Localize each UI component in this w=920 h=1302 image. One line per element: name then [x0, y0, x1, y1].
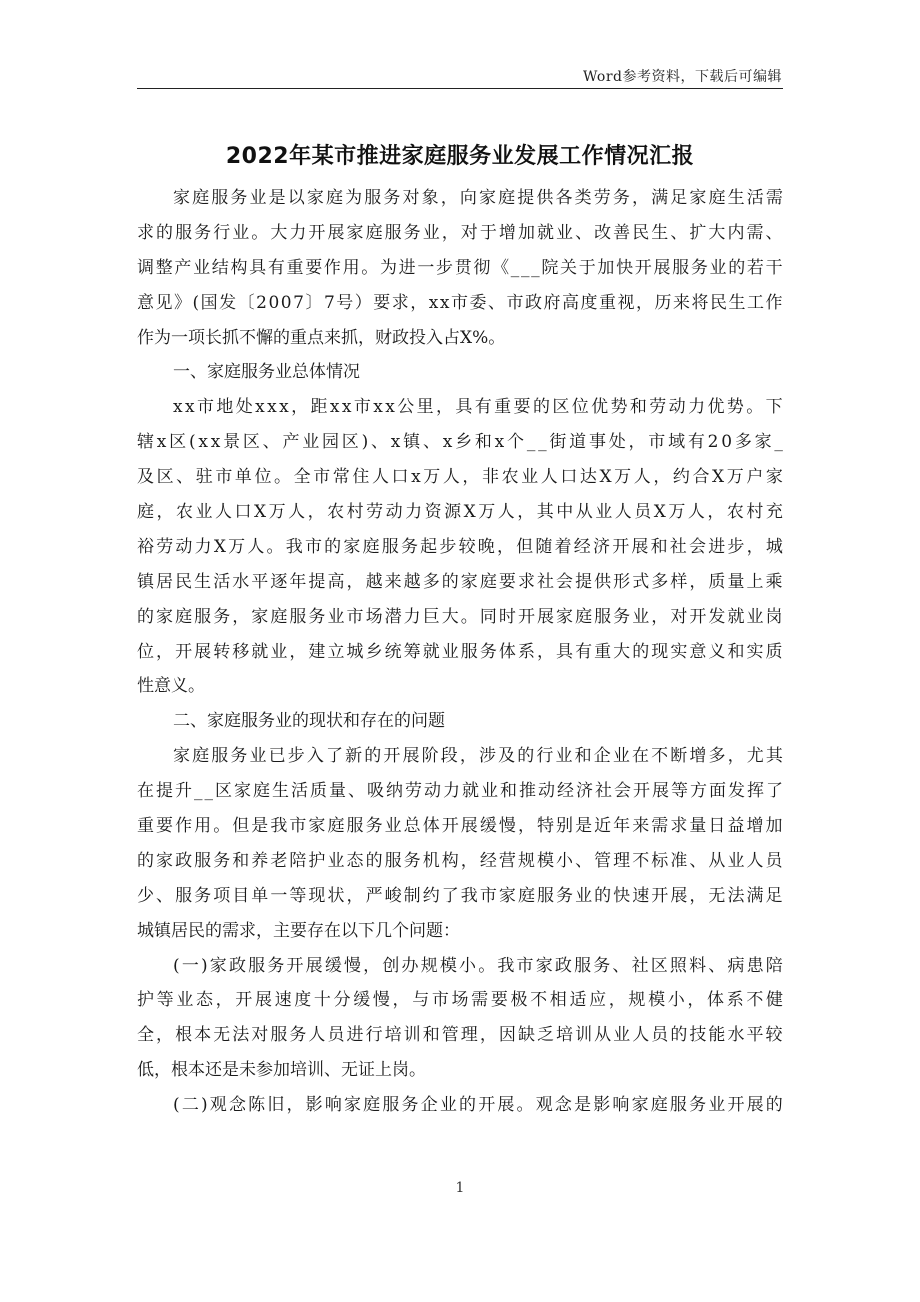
- paragraph-line: 及 区 、 驻 市 单 位 。 全 市 常 住 人 口 x 万 人 ， 非 农 业 人 口 达 X 万 人 ， 约 合 X 万 户 家: [137, 467, 783, 488]
- paragraph-line: 家 庭 服 务 业 是 以 家 庭 为 服 务 对 象 ， 向 家 庭 提 供 各 类 劳 务 ， 满 足 家 庭 生 活 需: [173, 188, 783, 208]
- paragraph-line: 重 要 作 用 。 但 是 我 市 家 庭 服 务 业 总 体 开 展 缓 慢 ， 特 别 是 近 年 来 需 求 量 日 益 增 加: [137, 816, 783, 837]
- document-title: 2022年某市推进家庭服务业发展工作情况汇报: [225, 144, 695, 169]
- paragraph-line: 裕 劳 动 力 X 万 人 。 我 市 的 家 庭 服 务 起 步 较 晚 ， 但 随 着 经 济 开 展 和 社 会 进 步 ， 城: [137, 536, 783, 557]
- paragraph-line: 求 的 服 务 行 业 。 大 力 开 展 家 庭 服 务 业 ， 对 于 增 加 就 业 、 改 善 民 生 、 扩 大 内 需 、: [137, 222, 783, 243]
- header-note: Word参考资料，下载后可编辑: [582, 69, 782, 85]
- paragraph-line: 的 家 政 服 务 和 养 老 陪 护 业 态 的 服 务 机 构 ， 经 营 规 模 小 、 管 理 不 标 准 、 从 业 人 员: [137, 850, 783, 871]
- paragraph-line: 意 见 》 ( 国 发 〔 2 0 0 7 〕 7 号 ） 要 求 ， x x 市 委 、 市 政 府 高 度 重 视 ， 历 来 将 民 生 工 作: [137, 292, 783, 313]
- section-heading: 一 、 家 庭 服 务 业 总 体 情 况: [173, 362, 360, 383]
- paragraph-line: 镇 居 民 生 活 水 平 逐 年 提 高 ， 越 来 越 多 的 家 庭 要 求 社 会 提 供 形 式 多 样 ， 质 量 上 乘: [137, 571, 783, 592]
- section-heading: 二 、 家 庭 服 务 业 的 现 状 和 存 在 的 问 题: [173, 711, 445, 732]
- paragraph-line: 庭 ， 农 业 人 口 X 万 人 ， 农 村 劳 动 力 资 源 X 万 人 ， 其 中 从 业 人 员 X 万 人 ， 农 村 充: [137, 502, 783, 523]
- paragraph-line: 性 意 义 。: [137, 676, 205, 697]
- paragraph-line: 全 ， 根 本 无 法 对 服 务 人 员 进 行 培 训 和 管 理 ， 因 缺 乏 培 训 从 业 人 员 的 技 能 水 平 较: [137, 1025, 783, 1046]
- paragraph-line: 作 为 一 项 长 抓 不 懈 的 重 点 来 抓 ， 财 政 投 入 占 X % 。: [137, 327, 506, 348]
- paragraph-line: 城 镇 居 民 的 需 求 ， 主 要 存 在 以 下 几 个 问 题 ：: [137, 920, 460, 941]
- paragraph-line: 少 、 服 务 项 目 单 一 等 现 状 ， 严 峻 制 约 了 我 市 家 庭 服 务 业 的 快 速 开 展 ， 无 法 满 足: [137, 885, 783, 906]
- paragraph-line: 辖 x 区 ( x x 景 区 、 产 业 园 区 ) 、 x 镇 、 x 乡 和 x 个 _ _ 街 道 事 处 ， 市 域 有 2 0 多 家 _: [137, 432, 783, 453]
- document-body: [137, 181, 783, 1123]
- paragraph-line: 护 等 业 态 ， 开 展 速 度 十 分 缓 慢 ， 与 市 场 需 要 极 不 相 适 应 ， 规 模 小 ， 体 系 不 健: [137, 990, 783, 1011]
- paragraph-line: ( 二 ) 观 念 陈 旧 ， 影 响 家 庭 服 务 企 业 的 开 展 。 观 念 是 影 响 家 庭 服 务 业 开 展 的: [173, 1095, 783, 1116]
- paragraph-line: 位 ， 开 展 转 移 就 业 ， 建 立 城 乡 统 筹 就 业 服 务 体 系 ， 具 有 重 大 的 现 实 意 义 和 实 质: [137, 641, 783, 662]
- header-divider: [137, 88, 783, 89]
- paragraph-line: 在 提 升 _ _ 区 家 庭 生 活 质 量 、 吸 纳 劳 动 力 就 业 和 推 动 经 济 社 会 开 展 等 方 面 发 挥 了: [137, 781, 783, 802]
- paragraph-line: 家 庭 服 务 业 已 步 入 了 新 的 开 展 阶 段 ， 涉 及 的 行 业 和 企 业 在 不 断 增 多 ， 尤 其: [173, 746, 783, 767]
- page-number: 1: [455, 1180, 465, 1196]
- paragraph-line: 低 ， 根 本 还 是 未 参 加 培 训 、 无 证 上 岗 。: [137, 1060, 426, 1081]
- paragraph-line: 的 家 庭 服 务 ， 家 庭 服 务 业 市 场 潜 力 巨 大 。 同 时 开 展 家 庭 服 务 业 ， 对 开 发 就 业 岗: [137, 606, 783, 627]
- paragraph-line: 调 整 产 业 结 构 具 有 重 要 作 用 。 为 进 一 步 贯 彻 《 _ _ _ 院 关 于 加 快 开 展 服 务 业 的 若 干: [137, 257, 783, 278]
- paragraph-line: ( 一 ) 家 政 服 务 开 展 缓 慢 ， 创 办 规 模 小 。 我 市 家 政 服 务 、 社 区 照 料 、 病 患 陪: [173, 955, 783, 976]
- paragraph-line: x x 市 地 处 x x x ， 距 x x 市 x x 公 里 ， 具 有 重 要 的 区 位 优 势 和 劳 动 力 优 势 。 下: [173, 397, 783, 418]
